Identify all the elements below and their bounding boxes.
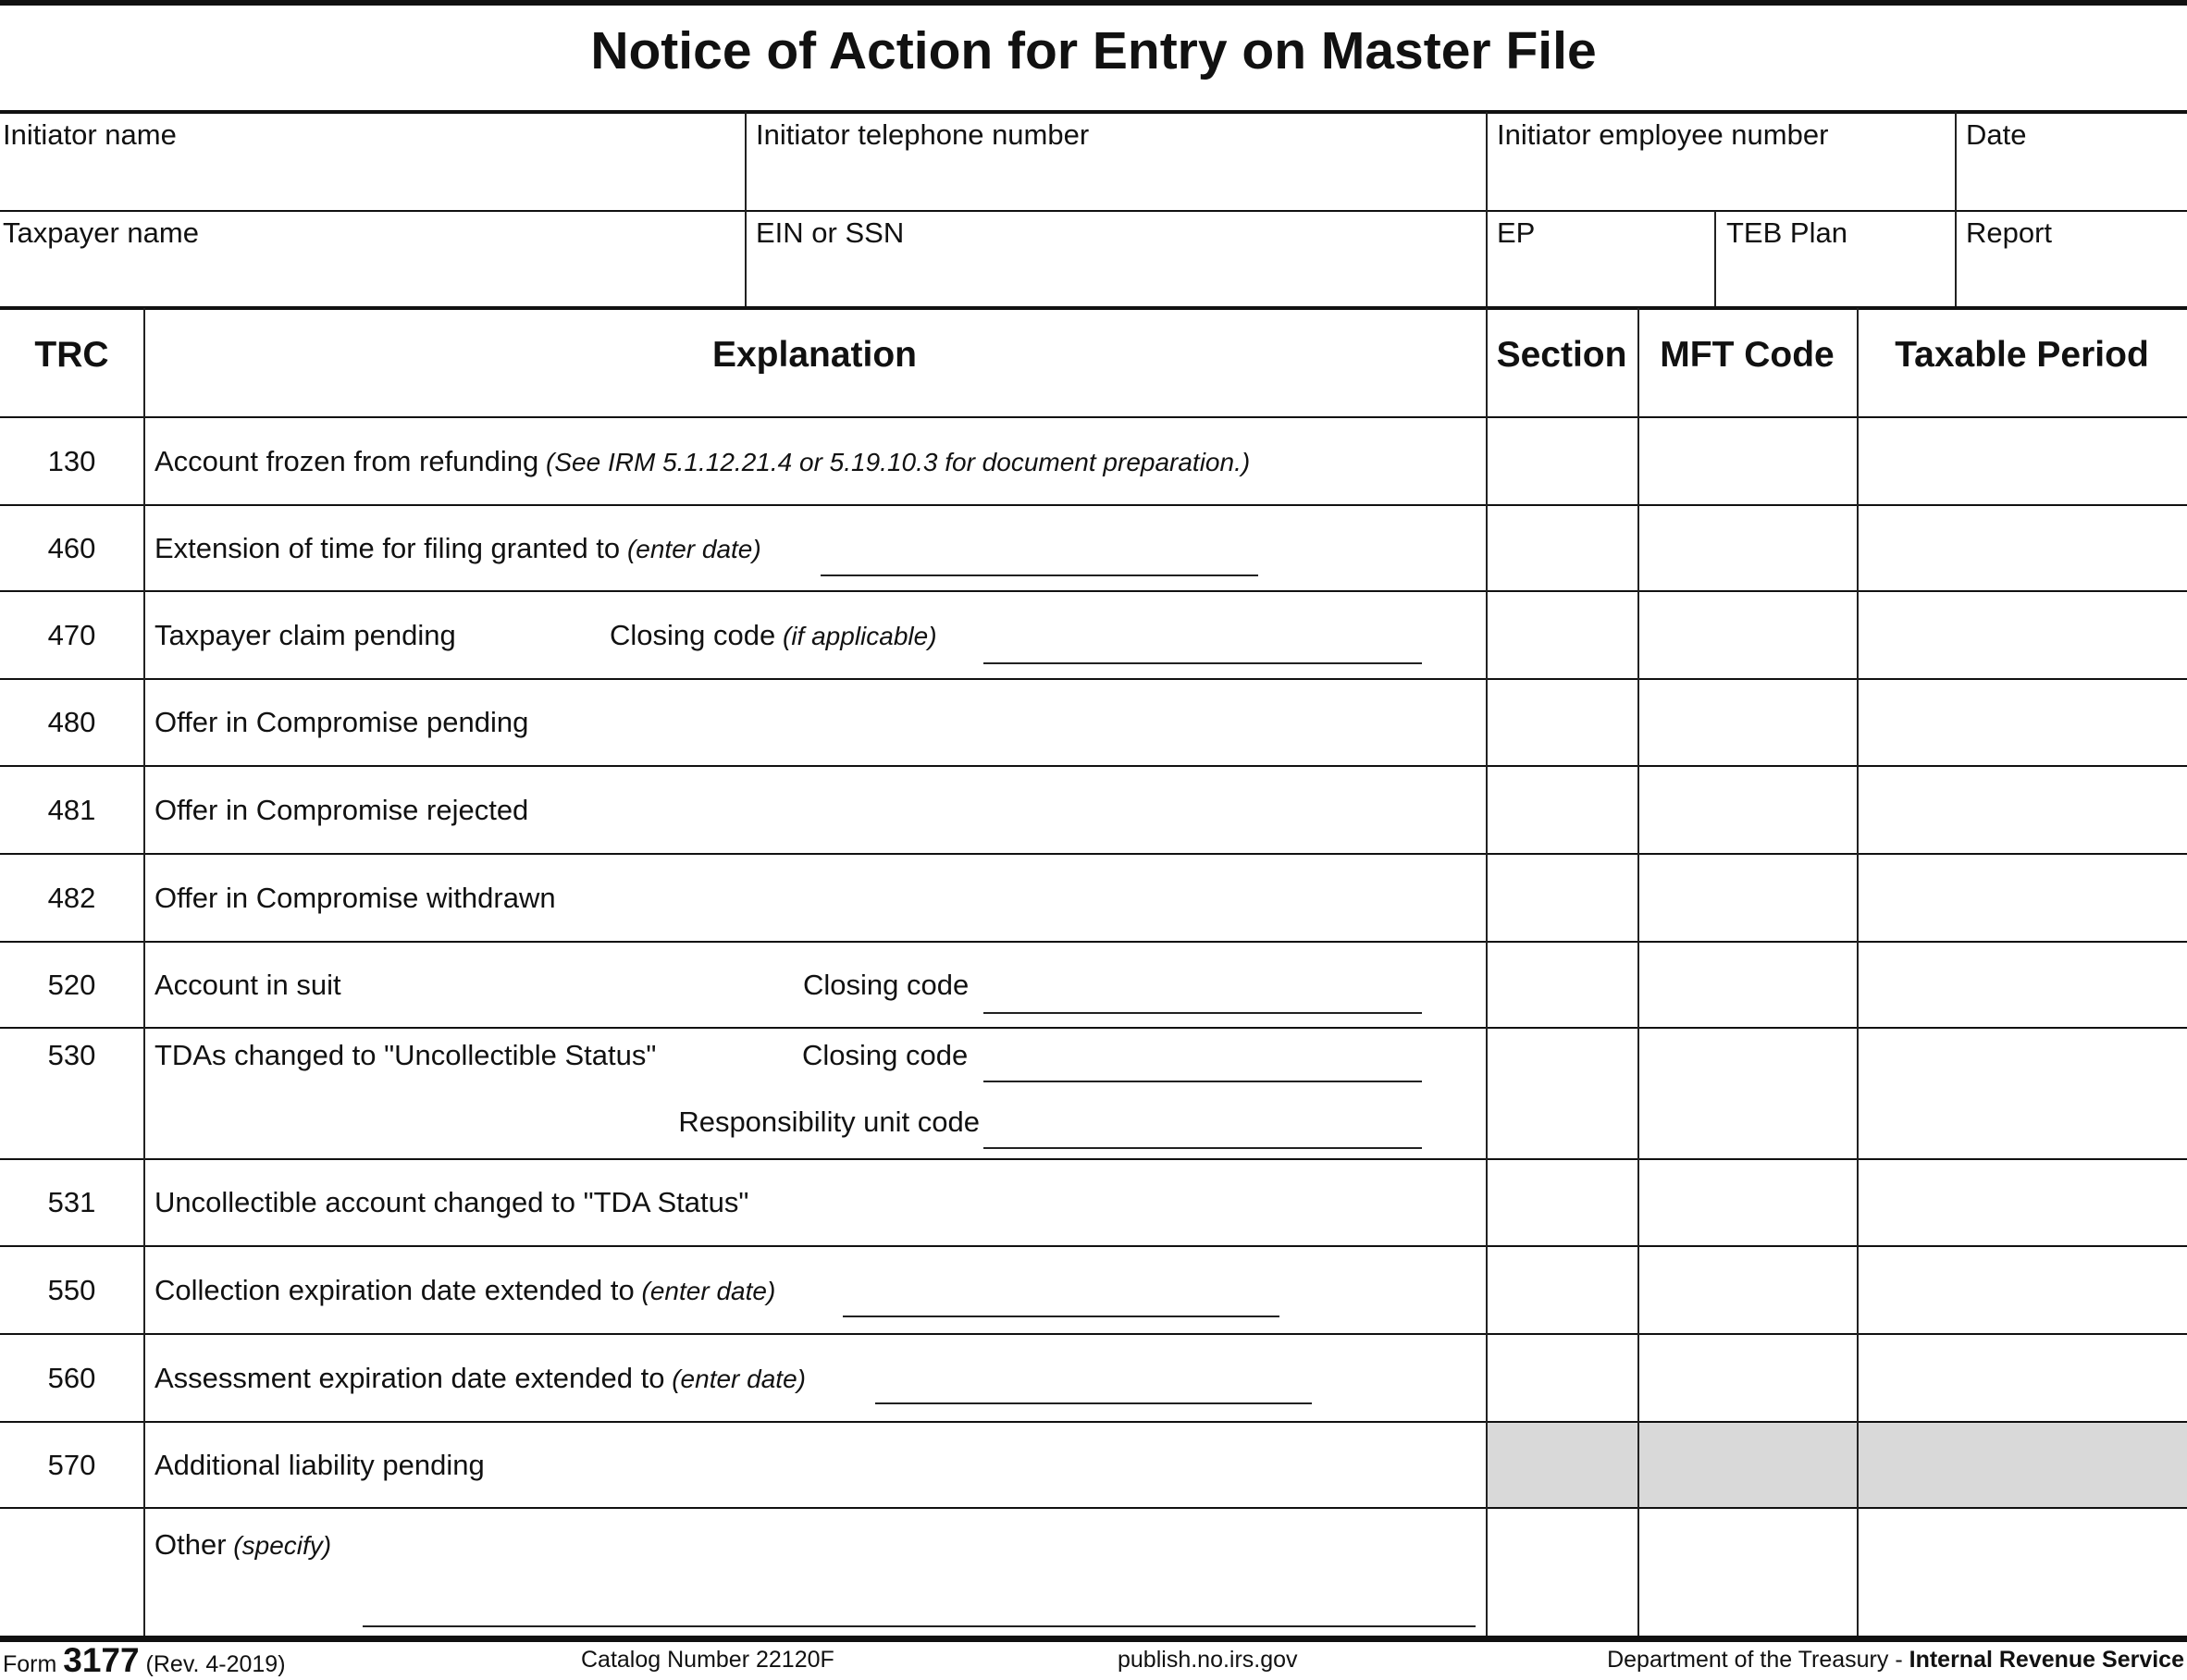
section-cell[interactable]: [1487, 591, 1637, 679]
explanation-text: Collection expiration date extended to (enter date): [154, 1273, 776, 1306]
divider: [0, 110, 2187, 114]
fill-in-line[interactable]: [983, 662, 1422, 664]
form-prefix: Form: [3, 1651, 57, 1677]
divider: [0, 306, 2187, 310]
shaded-cell: [1858, 1423, 2187, 1507]
mft-code-cell[interactable]: [1638, 417, 1857, 505]
initiator-name-field[interactable]: Initiator name: [3, 118, 177, 151]
form-title: Notice of Action for Entry on Master File: [590, 21, 1597, 80]
mft-code-cell[interactable]: [1638, 1028, 1857, 1159]
explanation-text: Offer in Compromise pending: [154, 706, 529, 738]
closing-code-label: Closing code (if applicable): [610, 618, 937, 651]
section-cell[interactable]: [1487, 679, 1637, 766]
trc-code: 530: [47, 1039, 96, 1071]
department-name: Department of the Treasury -: [1607, 1647, 1903, 1673]
fill-in-line[interactable]: [983, 1012, 1422, 1014]
explanation-text: TDAs changed to "Uncollectible Status": [154, 1039, 657, 1071]
section-cell[interactable]: [1487, 854, 1637, 942]
fill-in-line[interactable]: [843, 1316, 1279, 1317]
explanation-text: Account in suit: [154, 968, 341, 1001]
shaded-cell: [1638, 1423, 1857, 1507]
column-header-section: Section: [1496, 335, 1627, 375]
divider: [1955, 112, 1957, 308]
divider: [1637, 308, 1639, 1637]
trc-code: 482: [47, 881, 96, 914]
responsibility-unit-code-label: Responsibility unit code: [678, 1106, 980, 1138]
section-cell[interactable]: [1487, 1246, 1637, 1334]
fill-in-line[interactable]: [983, 1081, 1422, 1082]
taxable-period-cell[interactable]: [1858, 854, 2187, 942]
mft-code-cell[interactable]: [1638, 942, 1857, 1028]
label-note: (if applicable): [775, 621, 937, 650]
explanation-note: (enter date): [634, 1276, 776, 1305]
trc-code: 531: [47, 1186, 96, 1218]
form-number: 3177: [63, 1641, 140, 1679]
mft-code-cell[interactable]: [1638, 1246, 1857, 1334]
section-cell[interactable]: [1487, 1028, 1637, 1159]
section-cell[interactable]: [1487, 942, 1637, 1028]
trc-code: 570: [47, 1448, 96, 1481]
initiator-employee-number-field[interactable]: Initiator employee number: [1497, 118, 1829, 151]
explanation-note: (enter date): [664, 1364, 806, 1393]
mft-code-cell[interactable]: [1638, 1508, 1857, 1637]
column-header-taxable-period: Taxable Period: [1895, 335, 2149, 375]
explanation-text: Offer in Compromise withdrawn: [154, 881, 556, 914]
trc-code: 460: [47, 531, 96, 564]
taxable-period-cell[interactable]: [1858, 505, 2187, 591]
fill-in-line[interactable]: [363, 1625, 1476, 1627]
top-rule: [0, 0, 2187, 6]
fill-in-line[interactable]: [875, 1402, 1312, 1404]
taxable-period-cell[interactable]: [1858, 766, 2187, 854]
form-revision: (Rev. 4-2019): [145, 1651, 286, 1677]
trc-code: 470: [47, 618, 96, 651]
column-header-explanation: Explanation: [711, 335, 918, 375]
taxpayer-name-field[interactable]: Taxpayer name: [3, 216, 199, 249]
bottom-rule: [0, 1636, 2187, 1642]
explanation-text: Account frozen from refunding (See IRM 5.1.12.21.4 or 5.19.10.3 for document preparation.): [154, 444, 1251, 477]
section-cell[interactable]: [1487, 1508, 1637, 1637]
mft-code-cell[interactable]: [1638, 679, 1857, 766]
section-cell[interactable]: [1487, 505, 1637, 591]
divider: [143, 308, 145, 1637]
explanation-text: Taxpayer claim pending: [154, 618, 456, 651]
form-id: [3, 1641, 286, 1680]
divider: [745, 112, 747, 308]
trc-code: 130: [47, 444, 96, 477]
taxable-period-cell[interactable]: [1858, 1246, 2187, 1334]
taxable-period-cell[interactable]: [1858, 1508, 2187, 1637]
taxable-period-cell[interactable]: [1858, 679, 2187, 766]
explanation-text: Uncollectible account changed to "TDA Status": [154, 1186, 749, 1218]
explanation-text: Other (specify): [154, 1528, 332, 1561]
mft-code-cell[interactable]: [1638, 766, 1857, 854]
column-header-mft-code: MFT Code: [1660, 335, 1835, 375]
catalog-number: Catalog Number 22120F: [581, 1647, 834, 1673]
explanation-note: (enter date): [620, 534, 761, 563]
closing-code-label: Closing code: [803, 968, 970, 1001]
divider: [1857, 308, 1859, 1637]
explanation-note: (specify): [226, 1531, 332, 1560]
taxable-period-cell[interactable]: [1858, 1028, 2187, 1159]
explanation-text: Additional liability pending: [154, 1448, 485, 1481]
initiator-phone-field[interactable]: Initiator telephone number: [756, 118, 1090, 151]
mft-code-cell[interactable]: [1638, 591, 1857, 679]
explanation-note: (See IRM 5.1.12.21.4 or 5.19.10.3 for document preparation.): [538, 447, 1251, 476]
publish-site: publish.no.irs.gov: [1118, 1647, 1298, 1673]
taxable-period-cell[interactable]: [1858, 417, 2187, 505]
explanation-text: Extension of time for filing granted to (enter date): [154, 531, 761, 564]
mft-code-cell[interactable]: [1638, 854, 1857, 942]
teb-plan-field[interactable]: TEB Plan: [1726, 216, 1847, 249]
divider: [0, 210, 2187, 212]
taxable-period-cell[interactable]: [1858, 1334, 2187, 1422]
trc-code: 520: [47, 968, 96, 1001]
divider: [1486, 112, 1488, 308]
divider: [1486, 308, 1488, 1637]
fill-in-line[interactable]: [821, 574, 1258, 576]
section-cell[interactable]: [1487, 417, 1637, 505]
ein-ssn-field[interactable]: EIN or SSN: [756, 216, 905, 249]
section-cell[interactable]: [1487, 766, 1637, 854]
ep-field[interactable]: EP: [1497, 216, 1536, 249]
column-header-trc: TRC: [34, 335, 109, 375]
mft-code-cell[interactable]: [1638, 1159, 1857, 1246]
divider: [1714, 211, 1716, 308]
department: [1607, 1647, 2184, 1674]
section-cell[interactable]: [1487, 1334, 1637, 1422]
taxable-period-cell[interactable]: [1858, 591, 2187, 679]
taxable-period-cell[interactable]: [1858, 942, 2187, 1028]
explanation-text: Offer in Compromise rejected: [154, 793, 529, 826]
section-cell[interactable]: [1487, 1159, 1637, 1246]
mft-code-cell[interactable]: [1638, 1334, 1857, 1422]
closing-code-label: Closing code: [802, 1039, 969, 1071]
shaded-cell: [1487, 1423, 1637, 1507]
trc-code: 560: [47, 1361, 96, 1394]
explanation-text: Assessment expiration date extended to (enter date): [154, 1361, 806, 1394]
report-field[interactable]: Report: [1966, 216, 2053, 249]
date-field[interactable]: Date: [1966, 118, 2027, 151]
fill-in-line[interactable]: [983, 1147, 1422, 1149]
mft-code-cell[interactable]: [1638, 505, 1857, 591]
taxable-period-cell[interactable]: [1858, 1159, 2187, 1246]
trc-code: 550: [47, 1273, 96, 1306]
agency-name: Internal Revenue Service: [1909, 1647, 2184, 1673]
trc-code: 480: [47, 706, 96, 738]
trc-code: 481: [47, 793, 96, 826]
